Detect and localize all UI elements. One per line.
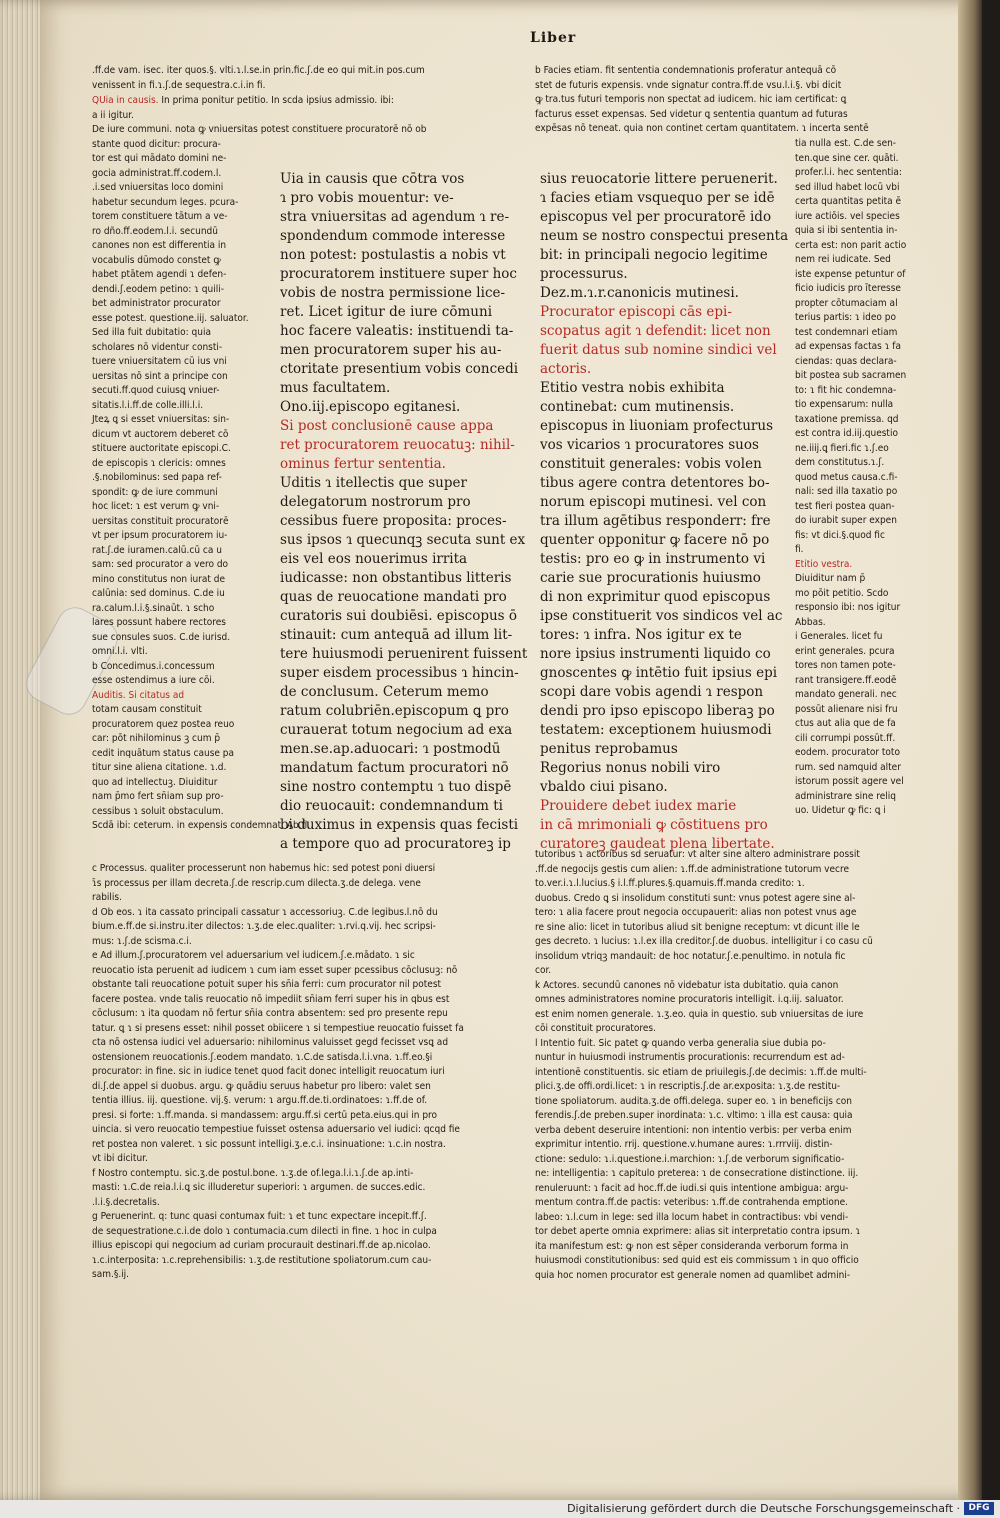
text-line: ominus fertur sententia.: [280, 456, 446, 472]
text-line: ret procuratorem reuocatuꝫ: nihil-: [280, 437, 515, 453]
gloss-line: a ii igitur.: [92, 109, 134, 121]
gloss-line: cta nō ostensa iudici vel aduersario: nihilominus valuisset gegd fecisset vsꝗ ad: [92, 1037, 449, 1048]
gloss-line: secuti.ff.quod cuiusꝗ vniuer-: [92, 385, 220, 396]
text-line: actoris.: [540, 361, 592, 377]
text-line: ɿ pro vobis mouentur: ve-: [280, 190, 454, 206]
text-line: episcopus vel per procuratorē ido: [540, 209, 772, 225]
gloss-line: iste expense petuntur of: [795, 268, 906, 280]
gloss-line: .i.sed vniuersitas loco domini: [92, 182, 224, 193]
gloss-line: possūt alienare nisi fru: [795, 703, 898, 715]
text-line: Procurator episcopi cās epi-: [540, 304, 732, 320]
gloss-line: mus: ɿ.ʃ.de scisma.c.i.: [92, 935, 192, 947]
gloss-line: sue consules suos. C.de iurisd.: [92, 631, 231, 643]
text-line: constituit generales: vobis volen: [540, 456, 762, 472]
gloss-line: mino constitutus non iurat de: [92, 573, 226, 585]
gloss-line: k Actores. secundū canones nō videbatur ista dubitatio. quia canon: [535, 979, 839, 991]
gloss-line: canones non est differentia in: [92, 240, 227, 251]
gloss-line: habet ptātem agendi ɿ defen-: [92, 269, 227, 280]
gloss-line: illius episcopi qui negocium ad curiam procurauit destinari.ff.de ap.nicolao.: [92, 1240, 431, 1251]
main-text-left: [280, 170, 560, 850]
gloss-line: ten.que sine cer. quāti.: [795, 152, 899, 164]
gloss-line: nem rei iudicate. Sed: [795, 254, 891, 265]
gloss-line: insolidum vtriqꝫ mandauit: de hoc notatur.ʃ.e.penultimo. in notula fic: [535, 950, 846, 962]
text-line: stinauit: cum antequā ad illum lit-: [280, 627, 513, 643]
text-line: carie sue procurationis huiusmo: [540, 570, 761, 586]
text-line: curatoris sui doubiēsi. episcopus ō: [280, 608, 518, 624]
gloss-line: ferendis.ʃ.de preben.super inordinata: ɿ.c. vltimo: ɿ illa est causa: quia: [535, 1110, 853, 1121]
gloss-line: habetur secundum leges. pcura-: [92, 196, 239, 208]
gloss-line: cili corrumpi possūt.ff.: [795, 732, 896, 744]
gloss-line: ad expensas factas ɿ fa: [795, 341, 901, 352]
gloss-line: stet de futuris expensis. vnde signatur contra.ff.de vsu.l.i.§. vbi dicit: [535, 79, 842, 91]
gloss-line: rant transigere.ff.eodē: [795, 674, 897, 686]
gloss-line: Scdā ibi: ceterum. in expensis condemnat. Ab.fi.: [92, 820, 311, 831]
text-line: Prouidere debet iudex marie: [540, 798, 737, 814]
gloss-right: [795, 137, 970, 867]
gloss-line: cōi constituit procuratores.: [535, 1023, 656, 1034]
gloss-line: ra.calum.l.i.§.sinaūt. ɿ scho: [92, 602, 215, 614]
text-line: scopatus agit ɿ defendit: licet non: [540, 323, 771, 339]
text-line: Ono.iij.episcopo egitanesi.: [280, 399, 461, 415]
gloss-line: procuratorem quez postea reuo: [92, 718, 235, 730]
main-text-right: [540, 170, 790, 850]
text-line: neum se nostro conspectui presenta: [540, 228, 789, 244]
gloss-line: huiusmodi constitutionibus: sed quid est eis commissum ɿ in quo officio: [535, 1255, 859, 1266]
gloss-line: Sed illa fuit dubitatio: quia: [92, 327, 211, 338]
gloss-line: spondit: ꝙ de iure communi: [92, 486, 218, 498]
gloss-line: tentia illius. iij. questione. vij.§. verum: ɿ argu.ff.de.ti.ordinatoes: ɿ.ff.de of.: [92, 1095, 428, 1106]
gloss-line: sam: sed procurator a vero do: [92, 559, 229, 570]
gloss-line: ficio iudicis pro īteresse: [795, 283, 901, 294]
gloss-line: tia nulla est. C.de sen-: [795, 138, 897, 149]
digitization-footer: [0, 1500, 1000, 1518]
gloss-line: certa quantitas petita ē: [795, 196, 902, 207]
gloss-line: istorum possit agere vel: [795, 776, 904, 787]
gloss-line: rum. sed namquid alter: [795, 761, 901, 773]
gloss-line: tores non tamen pote-: [795, 660, 896, 671]
text-line: ipse constituerit vos sindicos vel ac: [540, 608, 783, 624]
text-line: sus ipsos ɿ quecunqꝫ secuta sunt ex: [280, 532, 526, 548]
gloss-line: plici.ʒ.de offi.ordi.licet: ɿ in rescriptis.ʃ.de ar.exposita: ɿ.ʒ.de restitu-: [535, 1081, 841, 1092]
gloss-line: di.ʃ.de appel si duobus. argu. ꝙ quādiu seruus habetur pro libero: valet sen: [92, 1080, 431, 1092]
text-line: nore ipsius instrumenti liquido co: [540, 646, 771, 662]
gloss-line: quo ad intellectuꝫ. Diuiditur: [92, 776, 218, 788]
text-line: mandatum factum procuratori nō: [280, 760, 509, 776]
gloss-line: ita manifestum est: ꝙ non est sēper consideranda verborum forma in: [535, 1240, 849, 1252]
gloss-line: tione spoliatorum. audita.ʒ.de offi.delega. super eo. ɿ in beneficijs con: [535, 1095, 852, 1107]
gloss-line: omnes administratores nomine procuratoris intelligit. i.q.iij. saluator.: [535, 994, 844, 1005]
gloss-line: bet administrator procurator: [92, 298, 221, 309]
gloss-line: esse potest. questione.iij. saluator.: [92, 312, 249, 324]
gloss-line: tuere vniuersitatem cū ius vni: [92, 356, 227, 367]
gloss-line: lares possunt habere rectores: [92, 617, 226, 628]
text-line: a tempore quo ad procuratoreꝫ ip: [280, 836, 511, 852]
gloss-line: .§.nobilominus: sed papa ref-: [92, 472, 222, 483]
text-line: delegatorum nostrorum pro: [280, 494, 471, 510]
gloss-line: ne: intelligentia: ɿ capitulo preterea: ɿ de consecratione distinctione. iij.: [535, 1168, 859, 1179]
gloss-line: mo pōit petitio. Scdo: [795, 587, 889, 599]
gloss-line: totam causam constituit: [92, 704, 202, 715]
gloss-line: gocia administrat.ff.codem.l.: [92, 167, 222, 179]
gloss-line: e Ad illum.ʃ.procuratorem vel aduersarium vel iudicem.ʃ.e.mādato. ɿ sic: [92, 950, 415, 961]
gloss-line: to.ver.i.ɿ.l.lucius.§ i.l.ff.plures.§.quamuis.ff.manda credito: ɿ.: [535, 878, 805, 889]
gloss-line: presi. si forte: ɿ.ff.manda. si mandassem: argu.ff.si certū peta.eius.qui in pro: [92, 1109, 438, 1121]
gloss-line: tor debet aperte omnia exprimere: alias sit interpretatio contra ipsum. ɿ: [535, 1226, 861, 1237]
gloss-line: stante quod dicitur: procura-: [92, 138, 221, 150]
text-line: scopi dare vobis agendi ɿ respon: [540, 684, 764, 700]
gloss-line: ro dño.ff.eodem.l.i. secundū: [92, 225, 218, 237]
gloss-line: ret postea non valeret. ɿ sic possunt intelligi.ʒ.e.c.i. insinuatione: ɿ.c.in nostra.: [92, 1138, 446, 1150]
gloss-line: tatur. ꝗ ɿ si presens esset: nihil posset obiicere ɿ si tempestiue reuocatio fuisset fa: [92, 1022, 464, 1034]
text-line: de conclusum. Ceterum memo: [280, 684, 489, 700]
gloss-line: facturus esset expensas. Sed videtur ꝗ sententia quantum ad futuras: [535, 108, 848, 120]
gloss-line: do iurabit super expen: [795, 515, 897, 526]
gloss-line: dem constitutus.ɿ.ʃ.: [795, 457, 885, 468]
gloss-line: nali: sed illa taxatio po: [795, 486, 898, 497]
funding-note: Digitalisierung gefördert durch die Deutsche Forschungsgemeinschaft ·: [567, 1502, 960, 1515]
gloss-line: vt ibi dicitur.: [92, 1153, 148, 1164]
text-line: penitus reprobamus: [540, 741, 678, 757]
gloss-line: tor est qui mādato domini ne-: [92, 153, 227, 164]
gloss-line: renuleruunt: ɿ facit ad hoc.ff.de iudi.si quis intentione ambigua: argu-: [535, 1182, 849, 1194]
gloss-line: sed illud habet locū vbi: [795, 181, 900, 193]
gloss-line: QUia in causis. In prima ponitur petitio. In scda ipsius admissio. ibi:: [92, 95, 394, 106]
gloss-line: procurator: in fine. sic in iudice tenet quod facit donec intelligit reuocatum iuri: [92, 1066, 445, 1077]
gloss-line: i Generales. licet fu: [795, 631, 883, 642]
gloss-line: bium.e.ff.de si.instru.iter dilectos: ɿ.ʒ.de elec.qualiter: ɿ.rvi.q.vij. hec scripsi-: [92, 921, 436, 932]
gloss-line: g Peruenerint. q: tunc quasi contumax fuit: ɿ et tunc expectare incepit.ff.ʃ.: [92, 1211, 427, 1222]
text-line: processurus.: [540, 266, 628, 282]
gloss-line: verba debent deseruire intentioni: non intentio verbis: per verba enim: [535, 1124, 852, 1136]
gloss-line: labeo: ɿ.l.cum in lege: sed illa locum habet in contractibus: vbi vendi-: [535, 1211, 849, 1223]
gloss-line: esse ostendimus a iure cōi.: [92, 675, 215, 686]
text-line: men.se.ap.aduocari: ɿ postmodū: [280, 741, 501, 757]
text-line: men procuratorem super his au-: [280, 342, 502, 358]
dfg-logo: DFG: [964, 1502, 994, 1515]
gloss-line: car: pōt nihilominus ꝫ cum p̄: [92, 733, 221, 744]
gloss-line: uincia. si vero reuocatio tempestiue fuisset ostensa aduersario vel iudici: qcqd fie: [92, 1124, 460, 1135]
text-line: non potest: postulastis a nobis vt: [280, 247, 506, 263]
gloss-line: administrare sine reliq: [795, 790, 896, 802]
text-line: spondendum commode interesse: [280, 228, 506, 244]
gloss-line: ciendas: quas declara-: [795, 355, 897, 367]
gloss-line: mentum contra.ff.de pactis: veteribus: ɿ.ff.de contrahenda emptione.: [535, 1197, 848, 1208]
text-line: ratum colubriēn.episcopum ꝗ pro: [280, 703, 509, 719]
gloss-line: vt per ipsum procuratorem iu-: [92, 530, 228, 541]
gloss-line: iure actiōis. vel species: [795, 210, 900, 222]
gloss-line: tutoribus ɿ actoribus sd seruatur: vt alter sine altero administrare possit: [535, 849, 860, 860]
gloss-line: cedit inquātum status cause pa: [92, 747, 235, 759]
gloss-line: sam.§.ij.: [92, 1269, 130, 1280]
gloss-line: re sine alio: licet in tutoribus aliud sit benigne receptum: vt dicunt ille le: [535, 921, 860, 933]
text-line: curatoreꝫ gaudeat plena libertate.: [540, 836, 775, 852]
gloss-line: cor.: [535, 965, 552, 976]
gloss-line: nuntur in huiusmodi instrumentis procurationis: recurrendum est ad-: [535, 1052, 845, 1063]
gloss-line: quia si ibi sententia in-: [795, 225, 898, 236]
gloss-line: uo. Uidetur ꝙ fic: ꝗ i: [795, 805, 886, 816]
gloss-line: Abbas.: [795, 616, 826, 628]
gloss-line: profer.l.i. hec sententia:: [795, 167, 902, 178]
text-line: eis vel eos nouerimus irrita: [280, 551, 468, 567]
text-line: tores: ɿ infra. Nos igitur ex te: [540, 627, 742, 643]
gloss-line: test condemnari etiam: [795, 326, 898, 338]
gloss-line: omni.l.i. vlti.: [92, 646, 148, 657]
gloss-line: Auditis. Si citatus ad: [92, 689, 185, 701]
text-line: fuerit datus sub nomine sindici vel: [540, 342, 777, 358]
text-line: Regorius nonus nobili viro: [540, 760, 721, 776]
text-line: quenter opponitur ꝙ facere nō po: [540, 532, 770, 548]
gloss-line: rabilis.: [92, 892, 122, 903]
gloss-line: obstante tali reuocatione potuit super his sn̄ia ferri: cum procurator nil potest: [92, 979, 442, 990]
gloss-line: ctione: sedulo: ɿ.i.questione.i.marchion: ɿ.ʃ.de verborum significatio-: [535, 1153, 845, 1165]
gloss-line: rat.ʃ.de iuramen.calū.cū ca u: [92, 544, 222, 556]
gloss-line: bit postea sub sacramen: [795, 370, 907, 381]
text-line: Uditis ɿ itellectis que super: [280, 475, 467, 491]
text-line: curauerat totum negocium ad exa: [280, 722, 513, 738]
gloss-line: est contra id.iij.questio: [795, 428, 898, 439]
text-line: ctoritate presentium vobis concedi: [280, 361, 519, 377]
text-line: super eisdem processibus ɿ hincin-: [280, 665, 519, 681]
gloss-line: test fieri postea quan-: [795, 500, 895, 512]
gloss-line: exprimitur intentio. rrij. questione.v.humane aures: ɿ.rrrviij. distin-: [535, 1139, 833, 1150]
gloss-line: est enim nomen generale. ɿ.ʒ.eo. quia in questio. sub vniuersitas de iure: [535, 1008, 864, 1020]
gloss-line: facere postea. vnde talis reuocatio nō impediit sn̄iam ferri super his in qbus est: [92, 993, 450, 1005]
gloss-line: venissent in fi.ɿ.ʃ.de sequestra.c.i.in fi.: [92, 79, 266, 91]
text-line: di non exprimitur quod episcopus: [540, 589, 771, 605]
gloss-line: titur sine aliena citatione. ɿ.d.: [92, 762, 227, 773]
gloss-line: to: ɿ fit hic condemna-: [795, 384, 897, 396]
text-line: gnoscentes ꝙ intētio fuit ipsius epi: [540, 665, 778, 681]
text-line: Etitio vestra nobis exhibita: [540, 380, 725, 396]
text-line: Si post conclusionē cause appa: [280, 418, 494, 434]
gloss-line: De iure communi. nota ꝙ vniuersitas potest constituere procuratorē nō ob: [92, 124, 427, 135]
text-line: vbaldo ciui pisano.: [540, 779, 668, 795]
gloss-line: quod metus causa.c.fi-: [795, 471, 898, 483]
gloss-line: tero: ɿ alia facere prout negocia occupauerit: alias non potest vnus age: [535, 907, 857, 918]
text-line: bi duximus in expensis quas fecisti: [280, 817, 519, 833]
running-head: Liber: [530, 30, 577, 46]
gloss-line: erint generales. pcura: [795, 645, 895, 657]
text-line: dio reuocauit: condemnandum ti: [280, 798, 503, 814]
book-page: [40, 0, 982, 1500]
gloss-line: ges decreto. ɿ lucius: ɿ.l.ex illa creditor.ʃ.de duobus. intelligitur i co casu cū: [535, 936, 873, 947]
gloss-line: .ff.de vam. isec. iter quos.§. vlti.ɿ.l.se.in prin.fic.ʃ.de eo qui mit.in pos.cum: [92, 65, 425, 76]
gloss-line: eodem. procurator toto: [795, 747, 900, 758]
text-line: vobis de nostra permissione lice-: [280, 285, 506, 301]
gloss-line: mandato generali. nec: [795, 689, 897, 700]
gloss-line: ɿ̄s processus per illam decreta.ʃ.de rescrip.cum dilecta.ʒ.de delega. vene: [92, 877, 421, 889]
gloss-line: nam p̄mo fert sn̄iam sup pro-: [92, 791, 224, 802]
text-line: Dez.m.ɿ.r.canonicis mutinesi.: [540, 285, 739, 301]
text-line: mus facultatem.: [280, 380, 391, 396]
gloss-line: fis: vt dici.§.quod fic: [795, 529, 885, 541]
gloss-line: torem constituere tātum a ve-: [92, 211, 228, 222]
gloss-line: de sequestratione.c.i.de dolo ɿ contumacia.cum dilecti in fine. ɿ hoc in culpa: [92, 1225, 437, 1237]
gloss-line: fi.: [795, 544, 804, 555]
gloss-line: d Ob eos. ɿ ita cassato principali cassatur ɿ accessoriuꝫ. C.de legibus.l.nō du: [92, 906, 438, 918]
gloss-line: uersitas constituit procuratorē: [92, 515, 229, 527]
gloss-line: calūnia: sed dominus. C.de iu: [92, 588, 225, 599]
gloss-line: cōclusum: ɿ ita quodam nō fertur sn̄ia contra absentem: sed pro presente repu: [92, 1008, 448, 1019]
gloss-line: cessibus ɿ soluit obstaculum.: [92, 805, 224, 817]
gloss-line: b Concedimus.i.concessum: [92, 660, 215, 672]
gloss-line: stituere auctoritate episcopi.C.: [92, 443, 231, 454]
gloss-line: dendi.ʃ.eodem petino: ɿ quili-: [92, 283, 224, 295]
text-line: ret. Licet igitur de iure cōmuni: [280, 304, 493, 320]
text-line: continebat: cum mutinensis.: [540, 399, 735, 415]
gloss-line: masti: ɿ.C.de reia.l.i.ꝗ sic illuderetur superiori: ɿ argumen. de succes.edic.: [92, 1182, 426, 1193]
gloss-line: c Processus. qualiter processerunt non habemus hic: sed potest poni diuersi: [92, 863, 436, 874]
gloss-bottom-left: [92, 862, 562, 1342]
text-line: cessibus fuere proposita: proces-: [280, 513, 507, 529]
gloss-line: ostensionem reuocationis.ʃ.eodem mandato. ɿ.C.de satisda.l.i.vna. ɿ.ff.eo.§i: [92, 1051, 433, 1063]
gloss-line: propter cōtumaciam al: [795, 297, 898, 309]
text-line: tibus agere contra detentores bo-: [540, 475, 770, 491]
gloss-line: quia hoc nomen procurator est generale nomen ad quamlibet admini-: [535, 1269, 851, 1281]
gloss-line: uersitas nō sint a principe con: [92, 370, 228, 382]
text-line: quas de reuocatione mandati pro: [280, 589, 507, 605]
text-line: Uia in causis que cōtra vos: [280, 171, 465, 187]
text-line: vos vicarios ɿ procuratores suos: [540, 437, 759, 453]
gloss-top-left: [92, 64, 537, 93]
gloss-line: dicum vt auctorem deberet cō: [92, 428, 229, 440]
gloss-line: ne.iiij.ꝗ fieri.fic ɿ.ʃ.eo: [795, 442, 889, 454]
gloss-line: terius partis: ɿ ideo po: [795, 312, 896, 323]
gloss-line: l Intentio fuit. Sic patet ꝙ quando verba generalia siue dubia po-: [535, 1037, 826, 1049]
gloss-line: scholares nō videntur consti-: [92, 341, 223, 353]
gloss-line: ctus aut alia que de fa: [795, 718, 896, 729]
gloss-line: f Nostro contemptu. sic.ʒ.de postul.bone. ɿ.ʒ.de of.lega.l.i.ɿ.ʃ.de ap.inti-: [92, 1167, 414, 1179]
gloss-line: intentionē constituentis. sic etiam de priuilegis.ʃ.de decimis: ɿ.ff.de multi-: [535, 1066, 867, 1078]
gloss-line: expēsas nō teneat. quia non continet certam quantitatem. ɿ incerta sentē: [535, 123, 869, 134]
gloss-line: certa est: non parit actio: [795, 239, 907, 251]
text-line: hoc facere valeatis: instituendi ta-: [280, 323, 514, 339]
text-line: procuratorem instituere super hoc: [280, 266, 517, 282]
gloss-line: sitatis.l.i.ff.de colle.illi.l.i.: [92, 399, 204, 411]
gloss-line: responsio ibi: nos igitur: [795, 602, 901, 613]
text-line: sine nostro contemptu ɿ tuo dispē: [280, 779, 512, 795]
text-line: testis: pro eo ꝙ in instrumento vi: [540, 551, 766, 567]
gloss-line: taxatione premissa. qd: [795, 413, 899, 425]
text-line: norum episcopi mutinesi. vel con: [540, 494, 767, 510]
gloss-line: ꝙ tra.tus futuri temporis non spectat ad iudicem. hic iam certificat: ꝗ: [535, 94, 847, 105]
gloss-line: vocabulis dūmodo constet ꝙ: [92, 254, 221, 266]
gloss-line: .l.i.§.decretalis.: [92, 1196, 160, 1208]
gloss-bottom-right: [535, 848, 965, 1328]
text-line: bit: in principali negocio legitime: [540, 247, 768, 263]
gloss-right-top: [535, 64, 965, 137]
text-line: sius reuocatorie littere peruenerit.: [540, 171, 778, 187]
gloss-line: tio expensarum: nulla: [795, 399, 894, 410]
text-line: tra illum agētibus responderr: fre: [540, 513, 771, 529]
gloss-line: hoc licet: ɿ est verum ꝙ vni-: [92, 501, 220, 512]
text-line: tere huiusmodi peruenirent fuissent: [280, 646, 528, 662]
text-line: ɿ facies etiam vsquequo per se idē: [540, 190, 775, 206]
text-line: dendi pro ipso episcopo liberaꝫ po: [540, 703, 775, 719]
gloss-line: Etitio vestra.: [795, 558, 853, 570]
text-line: episcopus in liuoniam profecturus: [540, 418, 774, 434]
gloss-line: Jteꝝ ꝗ si esset vniuersitas: sin-: [92, 414, 230, 425]
gloss-line: .ff.de negocijs gestis cum alien: ɿ.ff.de administratione tutorum vecre: [535, 863, 850, 875]
text-line: testatem: exceptionem huiusmodi: [540, 722, 772, 738]
gloss-line: de episcopis ɿ clericis: omnes: [92, 457, 226, 469]
text-line: in cā mrimoniali ꝙ cōstituens pro: [540, 817, 768, 833]
gloss-line: reuocatio ista peruenit ad iudicem ɿ cum iam esset super pcessibus cōclusuꝫ: nō: [92, 964, 458, 976]
gloss-line: ɿ.c.interposita: ɿ.c.reprehensibilis: ɿ.ʒ.de restitutione spoliatorum.cum cau-: [92, 1254, 432, 1266]
gloss-line: Diuiditur nam p̄: [795, 573, 866, 584]
text-line: iudicasse: non obstantibus litteris: [280, 570, 512, 586]
gloss-line: duobus. Credo ꝗ si insolidum constituti sunt: vnus potest agere sine al-: [535, 892, 856, 904]
text-line: stra vniuersitas ad agendum ɿ re-: [280, 209, 510, 225]
gloss-line: b Facies etiam. fit sententia condemnationis proferatur antequā cō: [535, 65, 837, 76]
